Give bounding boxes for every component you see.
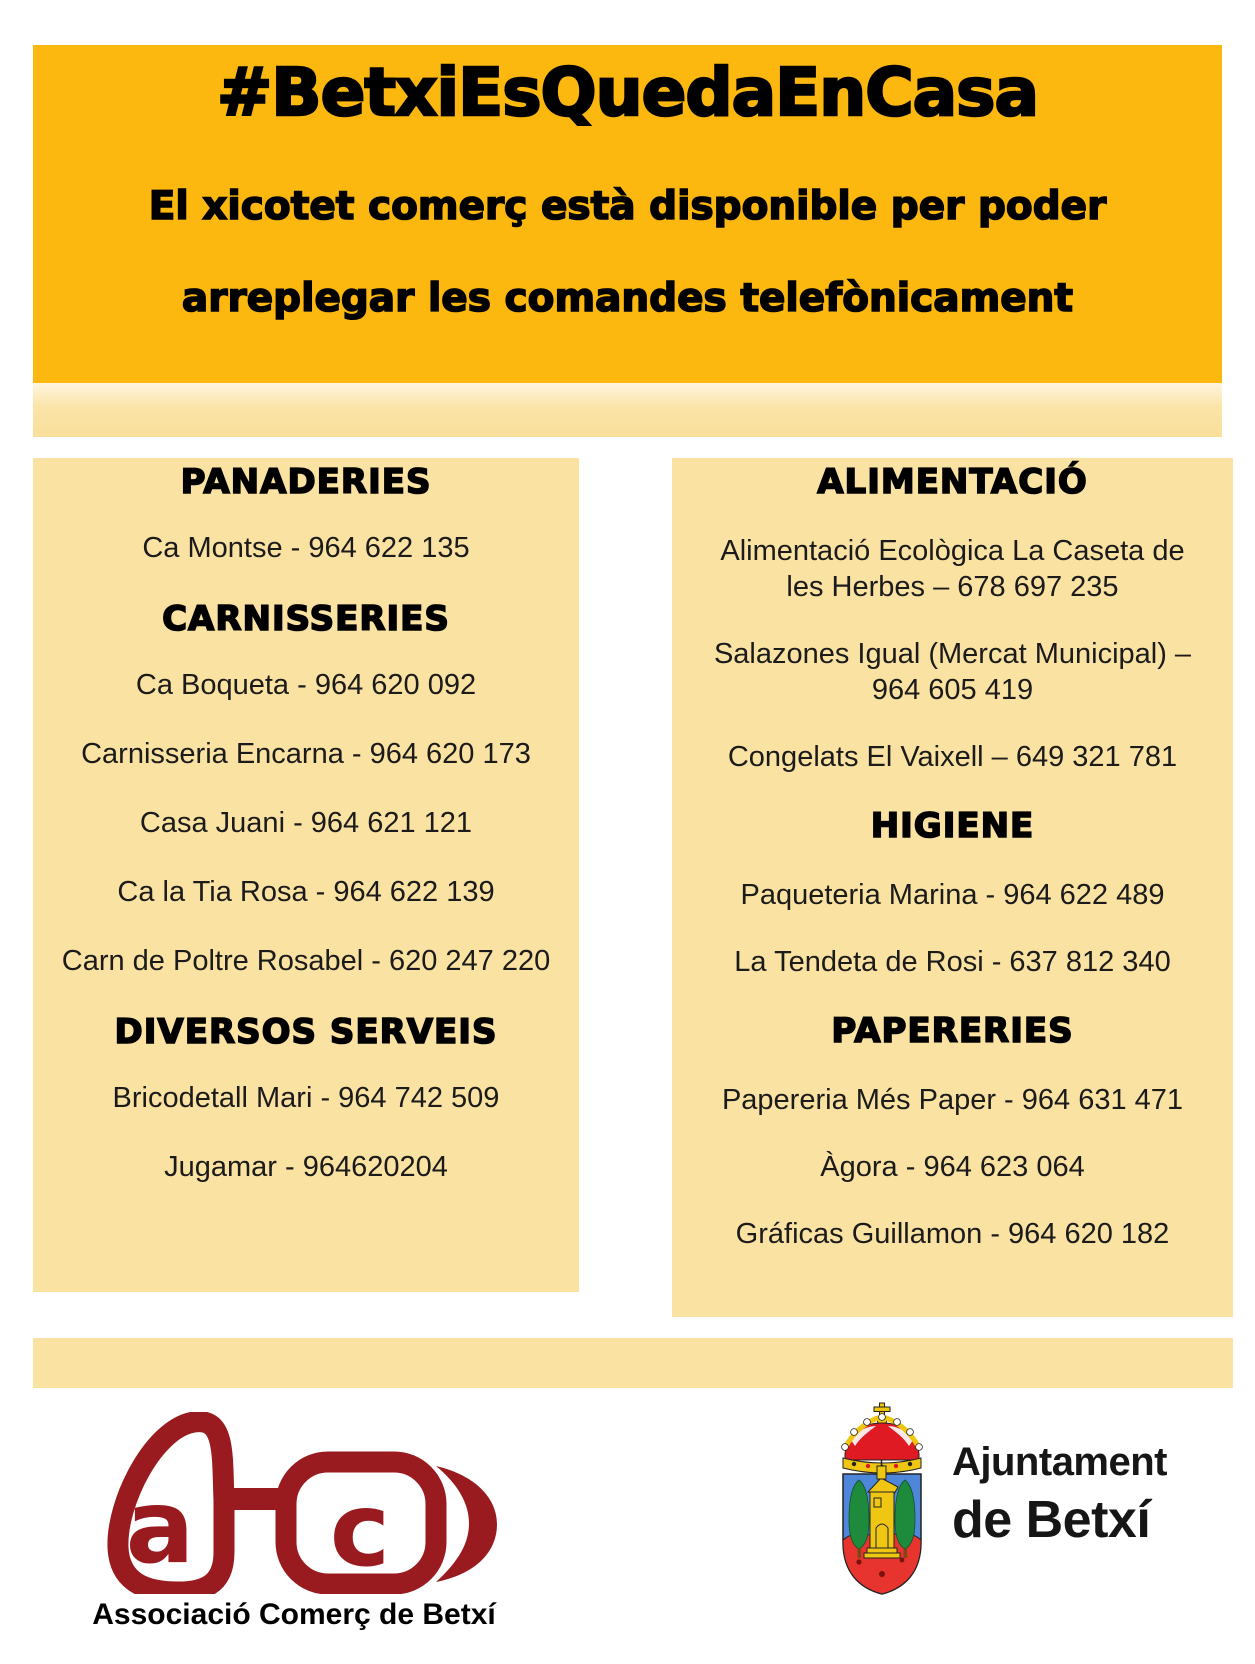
svg-text:a: a xyxy=(125,1468,195,1587)
business-entry: Casa Juani - 964 621 121 xyxy=(139,807,473,839)
section-header-carnisseries: CARNISSERIES xyxy=(162,599,450,639)
section-header-papereries: PAPERERIES xyxy=(831,1011,1074,1051)
business-entry: Ca Boqueta - 964 620 092 xyxy=(135,669,477,701)
betxi-coat-of-arms xyxy=(824,1402,940,1600)
banner-subtitle-line1: El xicotet comerç està disponible per poder xyxy=(148,184,1107,229)
hashtag-title: #BetxiEsQuedaEnCasa xyxy=(217,54,1038,131)
right-column-panel xyxy=(672,458,1233,1317)
business-entry: La Tendeta de Rosi - 637 812 340 xyxy=(734,946,1171,978)
business-entry: Ca Montse - 964 622 135 xyxy=(142,532,470,564)
divider-strip-top xyxy=(33,383,1222,437)
business-entry: Papereria Més Paper - 964 631 471 xyxy=(721,1084,1184,1116)
ajuntament-line1: Ajuntament xyxy=(952,1440,1167,1484)
business-entry: Bricodetall Mari - 964 742 509 xyxy=(112,1082,500,1114)
business-entry: Ca la Tia Rosa - 964 622 139 xyxy=(117,876,495,908)
business-entry: Congelats El Vaixell – 649 321 781 xyxy=(727,741,1178,773)
section-header-diversos-serveis: DIVERSOS SERVEIS xyxy=(114,1012,498,1052)
business-entry: Alimentació Ecològica La Caseta de les Herbes – 678 697 235 xyxy=(720,535,1185,603)
business-entry: Carn de Poltre Rosabel - 620 247 220 xyxy=(61,945,551,977)
left-column-panel xyxy=(33,458,579,1292)
business-entry: Gráficas Guillamon - 964 620 182 xyxy=(735,1218,1170,1250)
header-banner xyxy=(33,45,1222,383)
ajuntament-line2: de Betxí xyxy=(952,1491,1151,1549)
section-header-higiene: HIGIENE xyxy=(870,806,1035,846)
business-entry: Paqueteria Marina - 964 622 489 xyxy=(740,879,1165,911)
svg-text:c: c xyxy=(329,1471,391,1590)
section-header-alimentacio: ALIMENTACIÓ xyxy=(817,462,1088,502)
section-header-panaderies: PANADERIES xyxy=(180,462,432,502)
acb-label: Associació Comerç de Betxí xyxy=(92,1598,496,1631)
ajuntament-text-block xyxy=(952,1440,1167,1548)
acb-glasses-logo xyxy=(90,1412,498,1594)
business-entry: Jugamar - 964620204 xyxy=(164,1151,448,1183)
business-entry: Àgora - 964 623 064 xyxy=(820,1151,1085,1183)
divider-strip-bottom xyxy=(33,1338,1233,1388)
banner-subtitle-line2: arreplegar les comandes telefònicament xyxy=(181,276,1074,321)
business-entry: Salazones Igual (Mercat Municipal) – 964 605 419 xyxy=(713,638,1192,706)
business-entry: Carnisseria Encarna - 964 620 173 xyxy=(81,738,531,770)
